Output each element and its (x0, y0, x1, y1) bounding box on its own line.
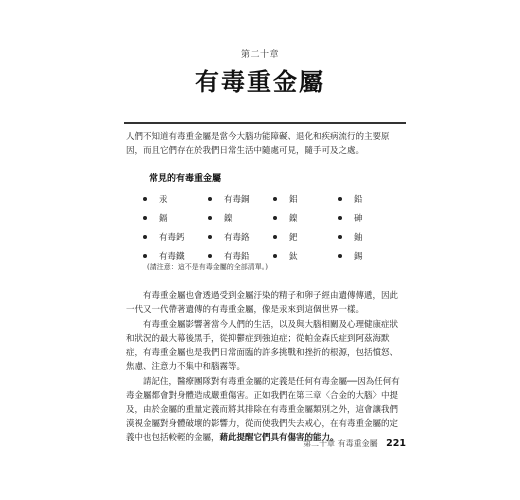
page-number: 221 (386, 438, 406, 449)
list-item (143, 212, 208, 224)
list-item (338, 193, 403, 205)
page-footer (0, 438, 406, 449)
list-item (208, 231, 273, 243)
bullet-icon (273, 235, 277, 239)
metal-name: 有毒鉻 (224, 232, 250, 243)
bullet-icon (338, 216, 342, 220)
metal-name: 砷 (354, 213, 363, 224)
metal-name: 錫 (354, 251, 363, 262)
metal-name: 鎘 (159, 213, 168, 224)
bullet-icon (208, 235, 212, 239)
bullet-icon (338, 235, 342, 239)
paragraph-text: 請記住，醫療團隊對有毒重金屬的定義是任何有毒金屬──因為任何有毒金屬都會對身體造成嚴重傷害。正如我們在第三章〈合金的大腦〉中提及，由於金屬的重量定義而將其排除在有毒重金屬類別之外，這會讓我們漠視金屬對身體破壞的影響力，從而使我們失去戒心，在有毒重金屬的定義中也包括較輕的金屬， (126, 377, 400, 443)
list-item (273, 193, 338, 205)
bullet-icon (208, 254, 212, 258)
metals-row (143, 227, 403, 246)
section-heading: 常見的有毒重金屬 (149, 174, 222, 184)
list-item (273, 250, 338, 262)
bullet-icon (208, 216, 212, 220)
bullet-icon (338, 254, 342, 258)
metal-name: 鎳 (224, 213, 233, 224)
bullet-icon (143, 197, 147, 201)
metals-list (143, 189, 403, 265)
list-item (143, 250, 208, 262)
bullet-icon (273, 197, 277, 201)
chapter-label: 第二十章 (240, 50, 279, 60)
list-note: (請注意：這不是有毒金屬的全部清單。) (147, 263, 268, 271)
list-item (273, 212, 338, 224)
metal-name: 有毒銅 (224, 194, 250, 205)
metal-name: 鎳 (289, 213, 298, 224)
list-item (208, 250, 273, 262)
bullet-icon (143, 235, 147, 239)
page-title: 有毒重金屬 (195, 67, 325, 96)
metal-name: 有毒鉛 (224, 251, 250, 262)
metal-name: 鈾 (354, 232, 363, 243)
bullet-icon (143, 254, 147, 258)
metal-name: 鈀 (289, 232, 298, 243)
metals-row (143, 189, 403, 208)
metal-name: 有毒鐵 (159, 251, 185, 262)
list-item (338, 250, 403, 262)
body-paragraph: 有毒重金屬也會透過受到金屬汙染的精子和卵子經由遺傳傳遞，因此一代又一代帶著遺傳的有毒重金屬，像是汞來到這個世界一樣。 (126, 291, 399, 315)
list-item (143, 231, 208, 243)
list-item (338, 212, 403, 224)
metal-name: 汞 (159, 194, 168, 205)
body-paragraph: 有毒重金屬影響著當今人們的生活，以及與大腦相關及心理健康症狀和狀況的最大幕後黑手，從抑鬱症到強迫症；從帕金森氏症到阿茲海默症，有毒重金屬也是我們日常面臨的許多挑戰和挫折的根源，包括憤怒、焦慮、注意力不集中和腦霧等。 (126, 320, 399, 372)
running-head: 第二十章 有毒重金屬 (303, 439, 378, 448)
emphasized-text: 藉此提醒它們具有傷害的能力。 (219, 433, 339, 443)
list-item (338, 231, 403, 243)
intro-paragraph: 人們不知道有毒重金屬是當今大腦功能障礙、退化和疾病流行的主要原因，而且它們存在於我們日常生活中隨處可見，隨手可及之處。 (126, 132, 390, 156)
bullet-icon (273, 216, 277, 220)
title-divider (124, 122, 406, 124)
list-item (143, 193, 208, 205)
bullet-icon (208, 197, 212, 201)
metals-row (143, 208, 403, 227)
metal-name: 鉛 (354, 194, 363, 205)
bullet-icon (338, 197, 342, 201)
bullet-icon (273, 254, 277, 258)
bullet-icon (143, 216, 147, 220)
metal-name: 鋁 (289, 194, 298, 205)
list-item (208, 193, 273, 205)
list-item (273, 231, 338, 243)
list-item (208, 212, 273, 224)
metal-name: 有毒鈣 (159, 232, 185, 243)
metal-name: 鈦 (289, 251, 298, 262)
body-paragraph (126, 375, 406, 445)
